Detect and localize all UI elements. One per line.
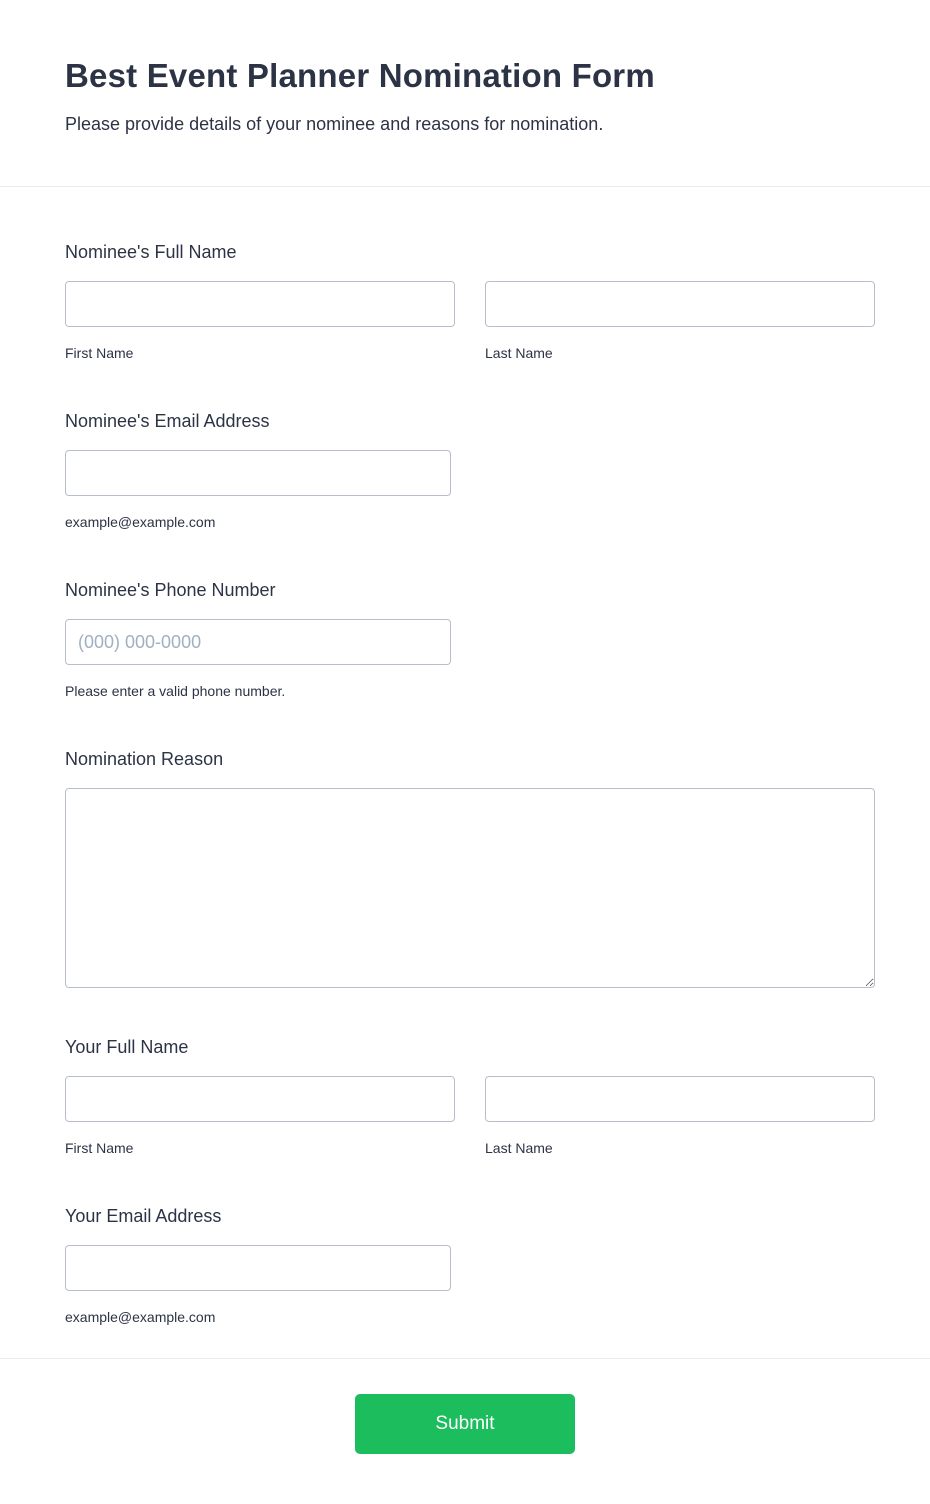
nominee-first-name-sublabel: First Name [65, 345, 134, 361]
field-group-your-email [65, 1206, 875, 1326]
header-divider [0, 186, 930, 187]
your-last-name-input[interactable] [485, 1076, 875, 1122]
nominee-email-sublabel: example@example.com [65, 514, 216, 530]
field-group-nomination-reason [65, 749, 875, 988]
nominee-name-label: Nominee's Full Name [65, 242, 237, 262]
field-group-nominee-email [65, 411, 875, 531]
nominee-email-input[interactable] [65, 450, 451, 496]
form-footer [0, 1359, 930, 1504]
form-body [0, 242, 930, 1326]
your-first-name-sublabel: First Name [65, 1140, 134, 1156]
field-group-nominee-phone [65, 580, 875, 700]
form-header [0, 0, 930, 135]
field-group-nominee-name [65, 242, 875, 362]
your-email-sublabel: example@example.com [65, 1309, 216, 1325]
nominee-phone-label: Nominee's Phone Number [65, 580, 276, 600]
page-title: Best Event Planner Nomination Form [65, 57, 655, 94]
nominee-last-name-sublabel: Last Name [485, 345, 553, 361]
nominee-first-name-input[interactable] [65, 281, 455, 327]
field-group-your-name [65, 1037, 875, 1157]
nominee-last-name-input[interactable] [485, 281, 875, 327]
nominee-phone-sublabel: Please enter a valid phone number. [65, 683, 286, 699]
your-first-name-input[interactable] [65, 1076, 455, 1122]
your-email-label: Your Email Address [65, 1206, 222, 1226]
your-email-input[interactable] [65, 1245, 451, 1291]
nominee-phone-input[interactable] [65, 619, 451, 665]
nominee-email-label: Nominee's Email Address [65, 411, 270, 431]
nomination-reason-textarea[interactable] [65, 788, 875, 988]
submit-button[interactable]: Submit [355, 1394, 575, 1454]
your-name-label: Your Full Name [65, 1037, 189, 1057]
nomination-reason-label: Nomination Reason [65, 749, 224, 769]
page-subtitle: Please provide details of your nominee and reasons for nomination. [65, 114, 604, 134]
your-last-name-sublabel: Last Name [485, 1140, 553, 1156]
